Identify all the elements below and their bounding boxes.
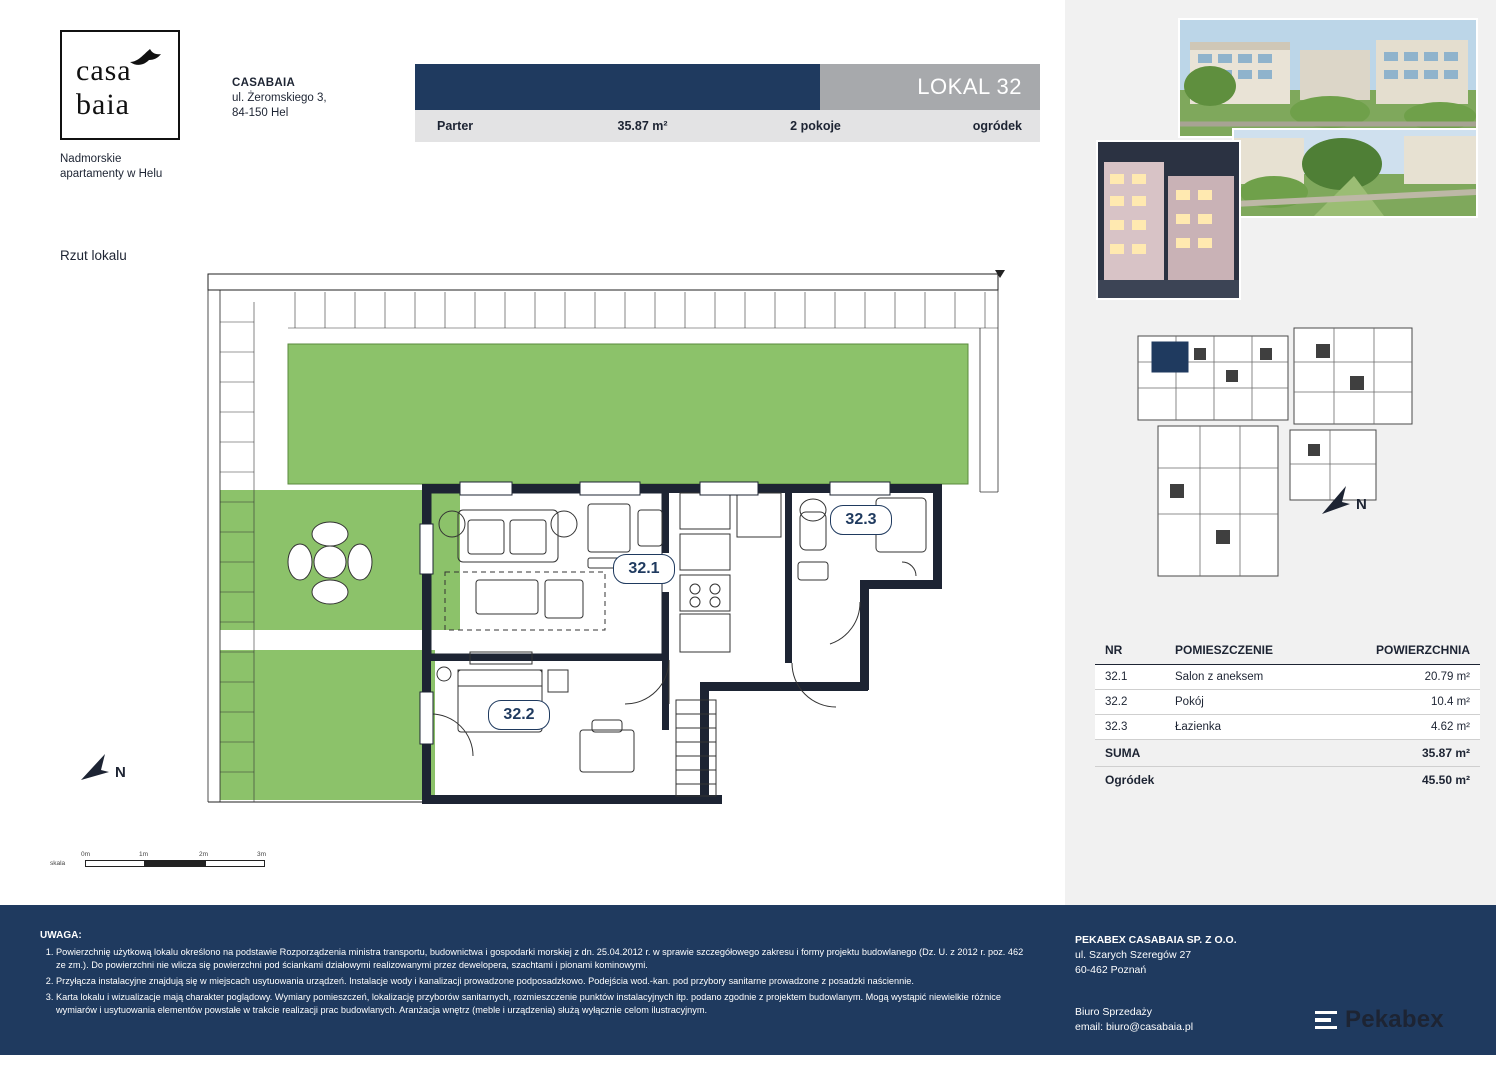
unit-rooms: 2 pokoje <box>790 119 841 133</box>
pekabex-mark-icon <box>1315 1011 1337 1029</box>
table-row <box>1095 715 1480 740</box>
sales-email[interactable]: biuro@casabaia.pl <box>1105 1021 1194 1033</box>
compass-north-label: N <box>115 764 126 781</box>
row-name: Łazienka <box>1165 715 1325 740</box>
scale-tick-0: 0m <box>81 851 91 858</box>
rooms-table <box>1095 636 1480 793</box>
scale-tick-1: 1m <box>139 851 149 858</box>
table-summary-row-garden <box>1095 767 1480 794</box>
investment-address <box>232 76 327 121</box>
investment-name: CASABAIA <box>232 77 296 89</box>
unit-area: 35.87 m² <box>617 119 668 133</box>
footer-notice-title: UWAGA: <box>40 930 82 941</box>
room-badge-32-3: 32.3 <box>830 505 892 535</box>
address-line-2: 84-150 Hel <box>232 107 289 119</box>
summary-value: 45.50 m² <box>1325 767 1480 794</box>
company-address-1: ul. Szarych Szeregów 27 <box>1075 949 1192 961</box>
render-facade-illustration <box>1098 142 1239 298</box>
seagull-icon <box>128 46 170 72</box>
row-area: 10.4 m² <box>1325 690 1480 715</box>
building-key-plan <box>1130 318 1430 598</box>
sales-email-row <box>1075 1020 1193 1035</box>
footer-note: 1. Powierzchnię użytkową lokalu określono na podstawie Rozporządzenia ministra transportu, budownictwa i gospodarki morskiej z dn. 25.04.2012 r. w sprawie szczegółowego zakresu i formy projektu budowlanego (Dz. U. z 2012 r. poz. 462 ze zm.). Do powierzchni nie wlicza się powierzchni pod ściankami działowymi realizowanymi przez dewelopera, szachtami i pionami kominowymi. <box>56 946 1030 972</box>
footer-notes-list <box>40 946 1030 1017</box>
company-name: PEKABEX CASABAIA SP. Z O.O. <box>1075 934 1237 946</box>
table-row <box>1095 665 1480 690</box>
render-image-facade <box>1096 140 1241 300</box>
render-main-illustration <box>1180 20 1476 136</box>
logo-line-2: baia <box>76 88 130 121</box>
footer-notice <box>40 929 1030 1020</box>
footer-company <box>1075 933 1237 978</box>
unit-label-container <box>820 64 1040 110</box>
brand-tagline <box>60 152 210 182</box>
plan-caption: Rzut lokalu <box>60 248 127 263</box>
row-area: 4.62 m² <box>1325 715 1480 740</box>
company-address-2: 60-462 Poznań <box>1075 964 1147 976</box>
footer-note: 3. Karta lokalu i wizualizacje mają charakter poglądowy. Wymiary pomieszczeń, lokalizację przyborów sanitarnych, rozmieszczenie punktów instalacyjnych itp. podano zgodnie z projektem budowlanym. Mogą wystąpić niewielkie różnice wymiarów i usytuowania elementów powstałe w trakcie realizacji prac budowlanych. Aranżacja wnętrz (meble i urządzenia) służą wyłącznie celom ilustracyjnym. <box>56 991 1030 1017</box>
brand-logo <box>60 30 210 182</box>
rooms-table-header-nr: NR <box>1095 636 1165 665</box>
row-nr: 32.2 <box>1095 690 1165 715</box>
row-name: Salon z aneksem <box>1165 665 1325 690</box>
scale-tick-2: 2m <box>199 851 209 858</box>
rooms-table-header-row <box>1095 636 1480 665</box>
address-line-1: ul. Żeromskiego 3, <box>232 92 327 104</box>
pekabex-logo <box>1315 1006 1444 1034</box>
logo-wordmark <box>76 54 132 122</box>
footer-note: 2. Przyłącza instalacyjne znajdują się w miejscach usytuowania urządzeń. Instalacje wody i kanalizacji prowadzone podposadzkowo. Podejścia wod.-kan. pod przybory sanitarne prowadzone z posadzki naściennie. <box>56 975 1030 988</box>
bottom-strip <box>0 1055 1496 1067</box>
plan-compass <box>75 750 135 792</box>
pekabex-label: Pekabex <box>1345 1006 1444 1033</box>
rooms-table-header-name: POMIESZCZENIE <box>1165 636 1325 665</box>
tagline-line-1: Nadmorskie <box>60 153 122 165</box>
unit-floor: Parter <box>437 119 474 133</box>
footer <box>0 905 1496 1055</box>
unit-info-row <box>415 110 1040 142</box>
room-badge-32-1: 32.1 <box>613 554 675 584</box>
tagline-line-2: apartamenty w Helu <box>60 168 163 180</box>
scale-segments <box>81 851 267 867</box>
row-area: 20.79 m² <box>1325 665 1480 690</box>
title-bar-accent <box>415 64 820 110</box>
render-courtyard-illustration <box>1234 130 1476 216</box>
table-row <box>1095 690 1480 715</box>
key-plan-north-label: N <box>1356 496 1367 513</box>
row-nr: 32.1 <box>1095 665 1165 690</box>
scale-tick-3: 3m <box>257 851 267 858</box>
floor-plan <box>40 262 1040 882</box>
key-plan-drawing <box>1130 318 1430 598</box>
summary-label: Ogródek <box>1095 767 1325 794</box>
summary-label: SUMA <box>1095 740 1325 767</box>
row-nr: 32.3 <box>1095 715 1165 740</box>
footer-sales <box>1075 1005 1193 1035</box>
render-image-courtyard <box>1232 128 1478 218</box>
floor-plan-drawing <box>40 262 1040 882</box>
unit-label: LOKAL 32 <box>917 74 1022 99</box>
scale-bar <box>50 851 267 867</box>
row-name: Pokój <box>1165 690 1325 715</box>
logo-line-1: casa <box>76 54 132 87</box>
sales-title: Biuro Sprzedaży <box>1075 1006 1153 1018</box>
unit-extra: ogródek <box>972 119 1022 133</box>
rooms-table-header-area: POWIERZCHNIA <box>1325 636 1480 665</box>
render-image-main <box>1178 18 1478 138</box>
sales-email-label: email: <box>1075 1021 1104 1033</box>
key-plan-compass <box>1316 480 1376 526</box>
logo-box <box>60 30 180 140</box>
room-badge-32-2: 32.2 <box>488 700 550 730</box>
table-summary-row-total <box>1095 740 1480 767</box>
summary-value: 35.87 m² <box>1325 740 1480 767</box>
unit-title-bar <box>415 64 1040 110</box>
scale-word: skala <box>50 860 66 867</box>
